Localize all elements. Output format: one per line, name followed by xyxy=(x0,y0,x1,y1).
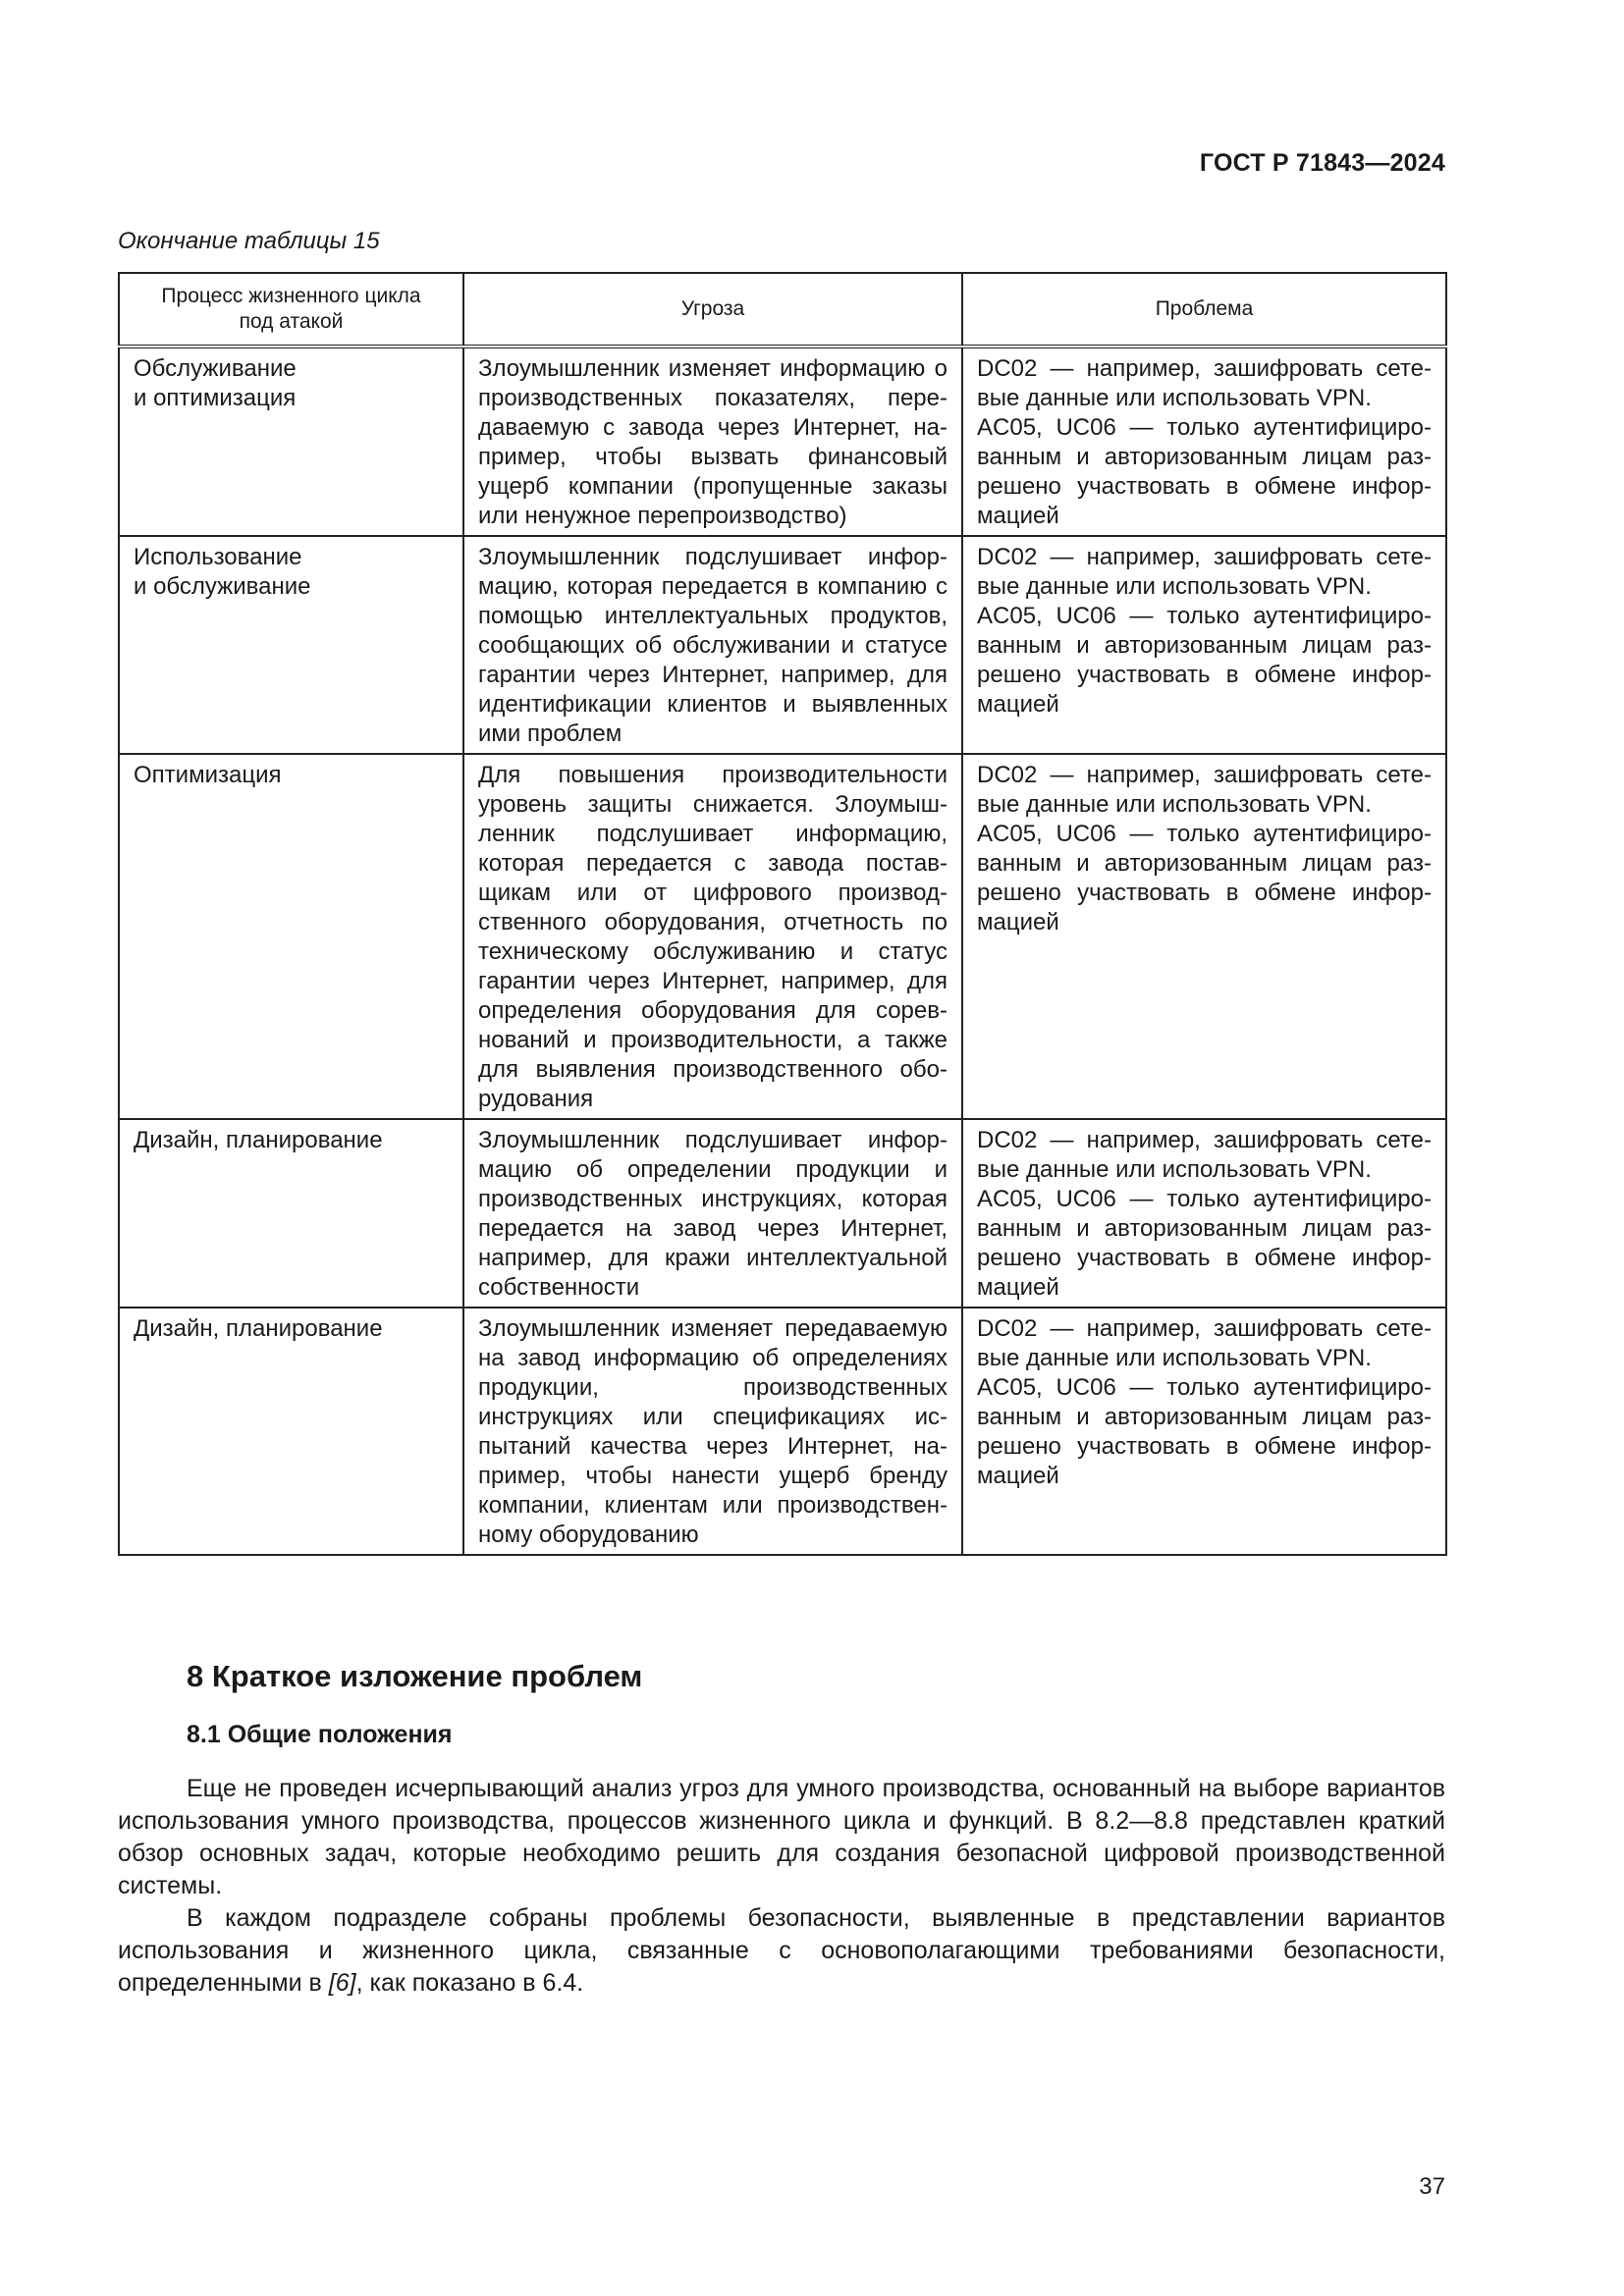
cell-process: Использование и обслуживание xyxy=(119,536,463,754)
cell-problem: DC02 — например, зашифровать сетевые данные или использовать VPN. AC05, UC06 — только аутентифицированным и авторизованным лицам разрешено участвовать в обмене информацией xyxy=(962,536,1446,754)
table-row xyxy=(119,1119,1446,1308)
header-threat: Угроза xyxy=(463,273,962,347)
cell-problem: DC02 — например, зашифровать сетевые данные или использовать VPN. AC05, UC06 — только аутентифицированным и авторизованным лицам разрешено участвовать в обмене информацией xyxy=(962,754,1446,1119)
table-caption: Окончание таблицы 15 xyxy=(118,228,380,254)
header-lifecycle-process: Процесс жизненного цикла под атакой xyxy=(119,273,463,347)
cell-threat: Злоумышленник изменяет информацию о производственных показателях, передаваемую с завода через Интернет, например, чтобы вызвать финансовый ущерб компании (пропущенные заказы или ненужное перепроизводство) xyxy=(463,347,962,536)
cell-threat: Злоумышленник подслушивает информацию, которая передается в компанию с помощью интеллектуальных продуктов, сообщающих об обслуживании и статусе гарантии через Интернет, например, для идентификации клиентов и выявленных ими проблем xyxy=(463,536,962,754)
paragraph-text: В каждом подразделе собраны проблемы безопасности, выявленные в представлении вариантов использования и жизненного цикла, связанные с основополагающими требованиями безопасности, определенными в xyxy=(118,1904,1445,1997)
cell-process: Обслуживание и оптимизация xyxy=(119,347,463,536)
threats-table xyxy=(118,272,1447,1556)
subsection-heading: 8.1 Общие положения xyxy=(187,1721,453,1748)
table-row xyxy=(119,754,1446,1119)
cell-problem: DC02 — например, зашифровать сетевые данные или использовать VPN. AC05, UC06 — только аутентифицированным и авторизованным лицам разрешено участвовать в обмене информацией xyxy=(962,347,1446,536)
citation-reference: [6] xyxy=(328,1969,356,1997)
cell-process: Оптимизация xyxy=(119,754,463,1119)
table-row xyxy=(119,536,1446,754)
cell-process: Дизайн, планирование xyxy=(119,1119,463,1308)
document-code: ГОСТ Р 71843—2024 xyxy=(1199,149,1445,177)
paragraph: Еще не проведен исчерпывающий анализ угроз для умного производства, основанный на выборе вариантов использования умного производства, процессов жизненного цикла и функций. В 8.2—8.8 представлен краткий обзор основных задач, которые необходимо решить для создания безопасной цифровой производственной системы. xyxy=(118,1775,1445,1899)
section-body xyxy=(118,1773,1445,2000)
paragraph-text: , как показано в 6.4. xyxy=(355,1969,584,1997)
header-problem: Проблема xyxy=(962,273,1446,347)
table-row xyxy=(119,347,1446,536)
paragraph xyxy=(118,1902,1445,2000)
cell-threat: Злоумышленник подслушивает информацию об определении продукции и производственных инструкциях, которая передается на завод через Интернет, например, для кражи интеллектуальной собственности xyxy=(463,1119,962,1308)
table-row xyxy=(119,1308,1446,1555)
cell-threat: Злоумышленник изменяет передаваемую на завод информацию об определениях продукции, производственных инструкциях или спецификациях испытаний качества через Интернет, например, чтобы нанести ущерб бренду компании, клиентам или производственному оборудованию xyxy=(463,1308,962,1555)
page-number: 37 xyxy=(1419,2173,1445,2200)
cell-threat: Для повышения производительности уровень защиты снижается. Злоумышленник подслушивает информацию, которая передается с завода поставщикам или от цифрового производственного оборудования, отчетность по техническому обслуживанию и статус гарантии через Интернет, например, для определения оборудования для соревнований и производительности, а также для выявления производственного оборудования xyxy=(463,754,962,1119)
cell-process: Дизайн, планирование xyxy=(119,1308,463,1555)
cell-problem: DC02 — например, зашифровать сетевые данные или использовать VPN. AC05, UC06 — только аутентифицированным и авторизованным лицам разрешено участвовать в обмене информацией xyxy=(962,1119,1446,1308)
cell-problem: DC02 — например, зашифровать сетевые данные или использовать VPN. AC05, UC06 — только аутентифицированным и авторизованным лицам разрешено участвовать в обмене информацией xyxy=(962,1308,1446,1555)
table-header-row xyxy=(119,273,1446,347)
section-heading: 8 Краткое изложение проблем xyxy=(187,1659,643,1693)
